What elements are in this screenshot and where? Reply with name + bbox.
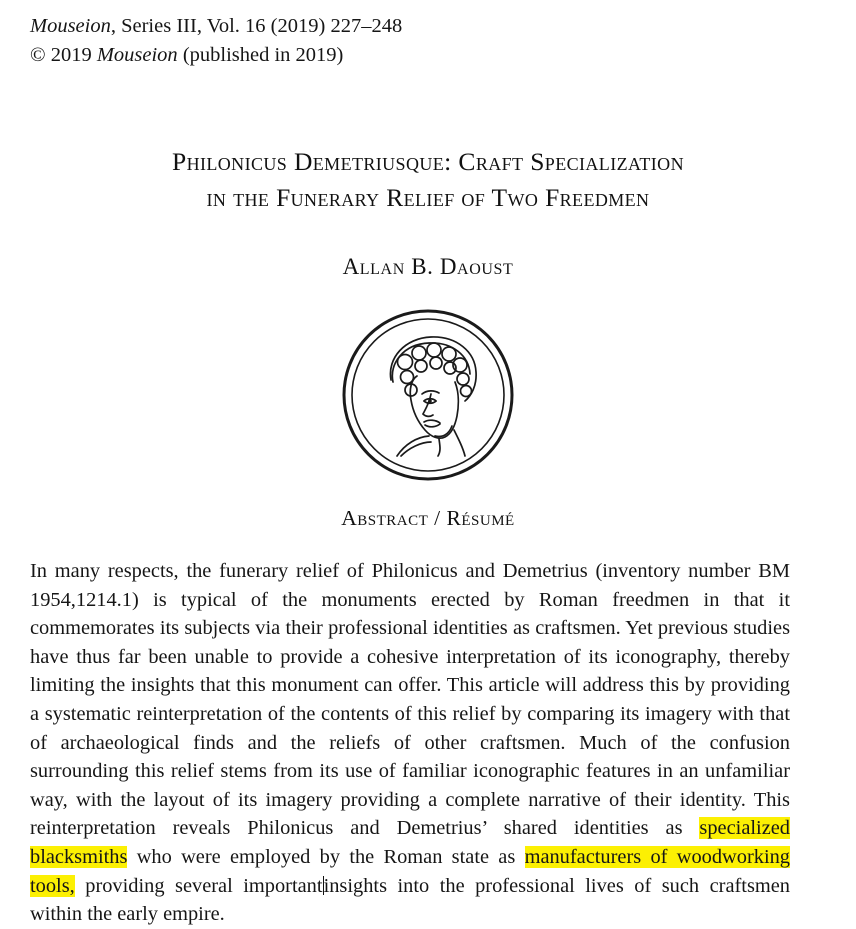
copyright-prefix: © 2019 [30, 44, 97, 66]
abstract-text-part4: insights into the professional lives of such craftsmen within the early empire. [30, 874, 790, 926]
journal-masthead [30, 12, 828, 70]
journal-volume-info: , Series III, Vol. 16 (2019) 227–248 [110, 15, 403, 37]
abstract-text-part2: who were employed by the Roman state as [127, 845, 525, 868]
title-line-1: Philonicus Demetriusque: Craft Specialization [172, 147, 684, 176]
author-name: Allan B. Daoust [342, 254, 514, 279]
page-title [28, 144, 828, 216]
abstract-text [30, 557, 790, 929]
abstract-highlight-1: specialized blacksmiths [30, 817, 790, 868]
abstract-text-part1: In many respects, the funerary relief of Philonicus and Demetrius (inventory number BM 1954,1214.1) is typical of the monuments erected by Roman freedmen in that it commemorates its subjects via their professional identities as craftsmen. Yet previous studies have thus far been unable to provide a cohesive interpretation of its iconography, thereby limiting the insights that this monument can offer. This article will address this by providing a systematic reinterpretation of the contents of this relief by comparing its imagery with that of archaeological finds and the reliefs of other craftsmen. Much of the confusion surrounding this relief stems from its use of familiar iconographic features in an unfamiliar way, with the layout of its imagery providing a complete narrative of their identity. This reinterpretation reveals Philonicus and Demetrius’ shared identities as [30, 560, 790, 840]
classical-head-medallion-icon [339, 306, 517, 484]
journal-citation-line [30, 12, 828, 41]
emblem-container [28, 306, 828, 484]
copyright-suffix: (published in 2019) [177, 44, 344, 66]
title-line-2: in the Funerary Relief of Two Freedmen [206, 183, 650, 212]
journal-copyright-line [30, 41, 828, 70]
journal-name: Mouseion [30, 15, 111, 37]
abstract-text-part3: providing several important [74, 874, 323, 897]
copyright-journal-name: Mouseion [96, 44, 178, 66]
abstract-heading: Abstract / Résumé [341, 506, 515, 530]
abstract-highlight-2: manufacturers of woodworking tools, [30, 845, 791, 897]
